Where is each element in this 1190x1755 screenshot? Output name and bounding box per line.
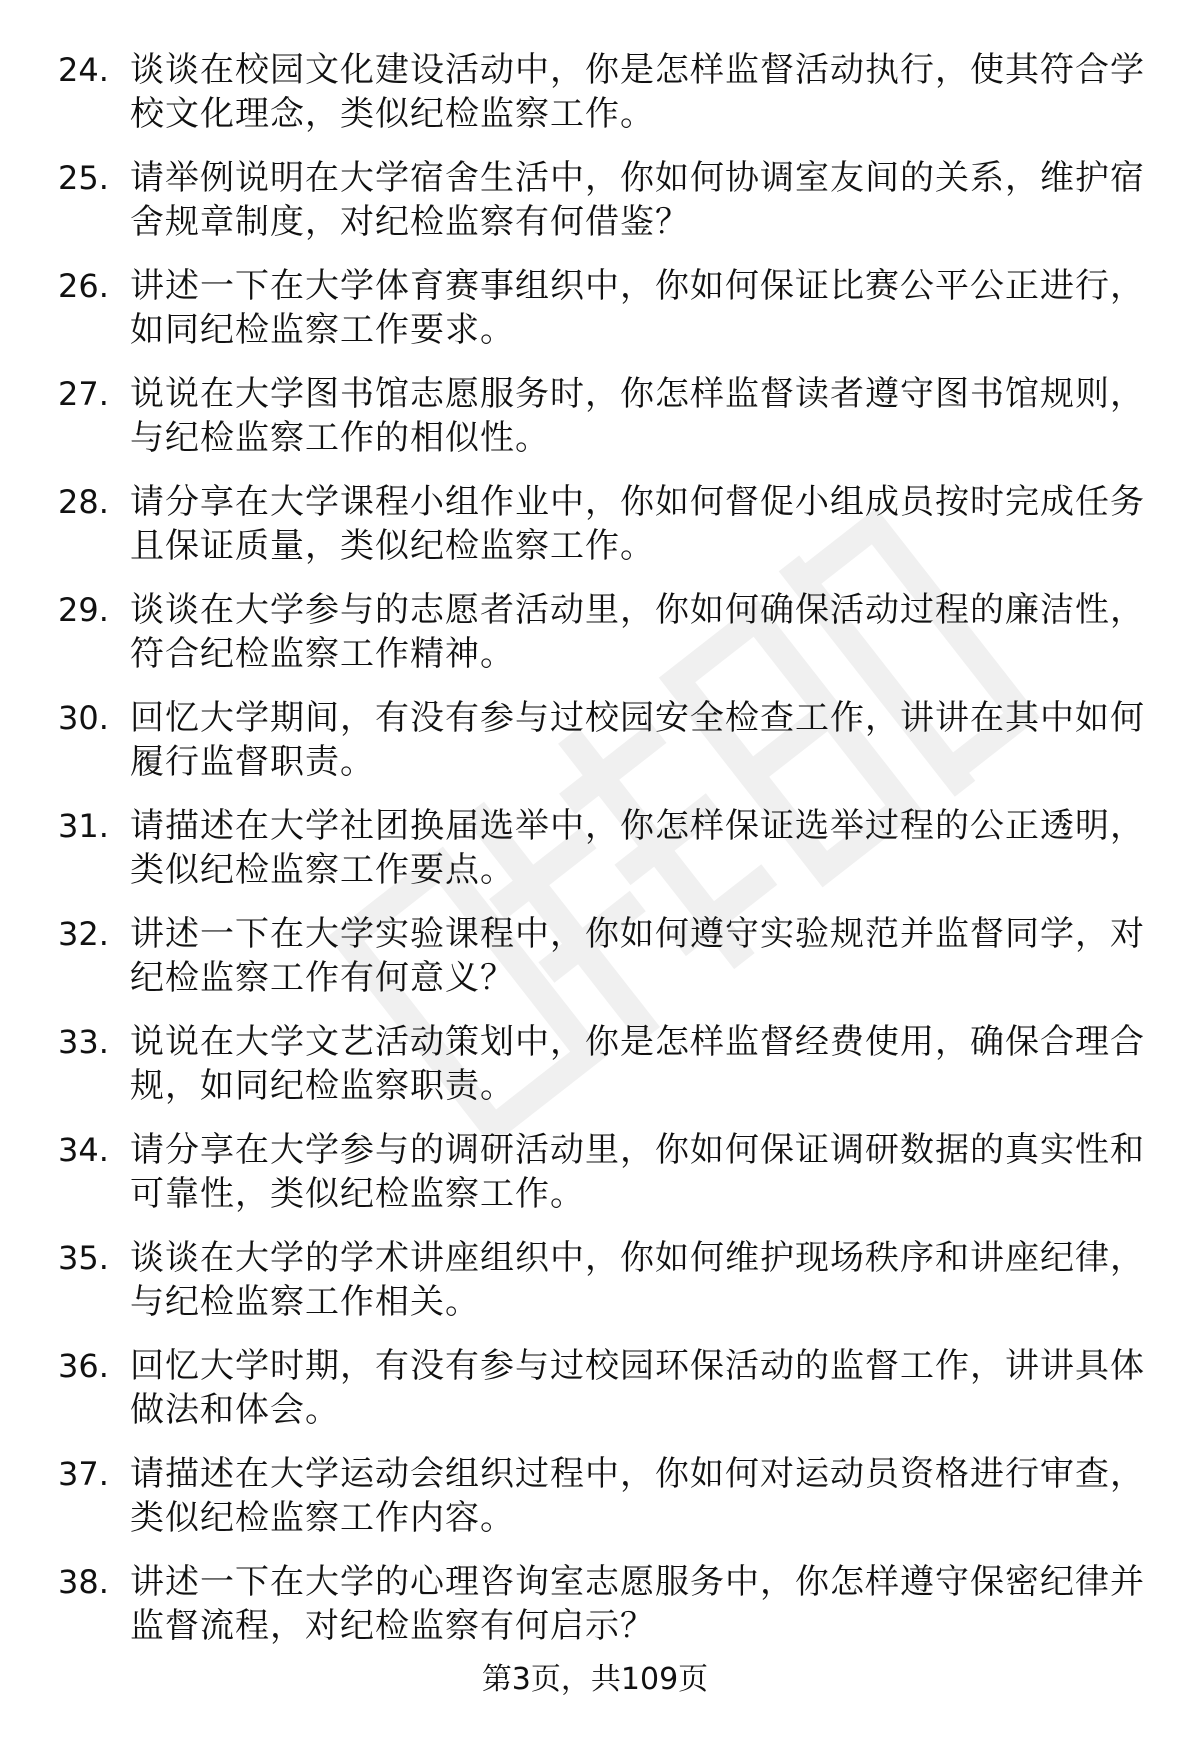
question-text: 说说在大学文艺活动策划中，你是怎样监督经费使用，确保合理合规，如同纪检监察职责。 <box>130 1022 1145 1106</box>
question-text: 讲述一下在大学的心理咨询室志愿服务中，你怎样遵守保密纪律并监督流程，对纪检监察有何启示？ <box>130 1562 1145 1646</box>
question-item <box>58 696 1148 804</box>
question-text: 请举例说明在大学宿舍生活中，你如何协调室友间的关系，维护宿舍规章制度，对纪检监察有何借鉴？ <box>130 158 1145 242</box>
question-text: 谈谈在大学参与的志愿者活动里，你如何确保活动过程的廉洁性，符合纪检监察工作精神。 <box>130 590 1145 674</box>
question-item <box>58 1344 1148 1452</box>
question-item <box>58 912 1148 1020</box>
question-number: 38. <box>58 1563 109 1601</box>
question-number: 37. <box>58 1455 109 1493</box>
question-number: 28. <box>58 483 109 521</box>
question-number: 25. <box>58 159 109 197</box>
question-number: 24. <box>58 51 109 89</box>
page-number-label: 第3页，共109页 <box>481 1662 709 1697</box>
question-number: 34. <box>58 1131 109 1169</box>
question-item <box>58 1128 1148 1236</box>
question-text: 请描述在大学社团换届选举中，你怎样保证选举过程的公正透明，类似纪检监察工作要点。 <box>130 806 1145 890</box>
question-item <box>58 48 1148 156</box>
page-footer <box>0 1660 1190 1700</box>
question-number: 35. <box>58 1239 109 1277</box>
question-item <box>58 480 1148 588</box>
question-number: 26. <box>58 267 109 305</box>
question-item <box>58 372 1148 480</box>
question-number: 27. <box>58 375 109 413</box>
question-item <box>58 588 1148 696</box>
question-item <box>58 1236 1148 1344</box>
question-number: 29. <box>58 591 109 629</box>
question-text: 请分享在大学参与的调研活动里，你如何保证调研数据的真实性和可靠性，类似纪检监察工作。 <box>130 1130 1145 1214</box>
question-text: 谈谈在校园文化建设活动中，你是怎样监督活动执行，使其符合学校文化理念，类似纪检监察工作。 <box>130 50 1145 134</box>
question-text: 回忆大学期间，有没有参与过校园安全检查工作，讲讲在其中如何履行监督职责。 <box>130 698 1145 782</box>
question-number: 30. <box>58 699 109 737</box>
question-text: 请描述在大学运动会组织过程中，你如何对运动员资格进行审查，类似纪检监察工作内容。 <box>130 1454 1145 1538</box>
question-text: 讲述一下在大学实验课程中，你如何遵守实验规范并监督同学，对纪检监察工作有何意义？ <box>130 914 1145 998</box>
question-number: 33. <box>58 1023 109 1061</box>
question-text: 回忆大学时期，有没有参与过校园环保活动的监督工作，讲讲具体做法和体会。 <box>130 1346 1145 1430</box>
question-text: 讲述一下在大学体育赛事组织中，你如何保证比赛公平公正进行，如同纪检监察工作要求。 <box>130 266 1145 350</box>
question-number: 32. <box>58 915 109 953</box>
question-list <box>58 48 1148 1668</box>
question-item <box>58 1560 1148 1668</box>
question-number: 31. <box>58 807 109 845</box>
question-text: 说说在大学图书馆志愿服务时，你怎样监督读者遵守图书馆规则，与纪检监察工作的相似性。 <box>130 374 1145 458</box>
question-number: 36. <box>58 1347 109 1385</box>
question-item <box>58 156 1148 264</box>
question-item <box>58 804 1148 912</box>
question-text: 谈谈在大学的学术讲座组织中，你如何维护现场秩序和讲座纪律，与纪检监察工作相关。 <box>130 1238 1145 1322</box>
question-item <box>58 1452 1148 1560</box>
question-item <box>58 1020 1148 1128</box>
question-text: 请分享在大学课程小组作业中，你如何督促小组成员按时完成任务且保证质量，类似纪检监察工作。 <box>130 482 1145 566</box>
question-item <box>58 264 1148 372</box>
